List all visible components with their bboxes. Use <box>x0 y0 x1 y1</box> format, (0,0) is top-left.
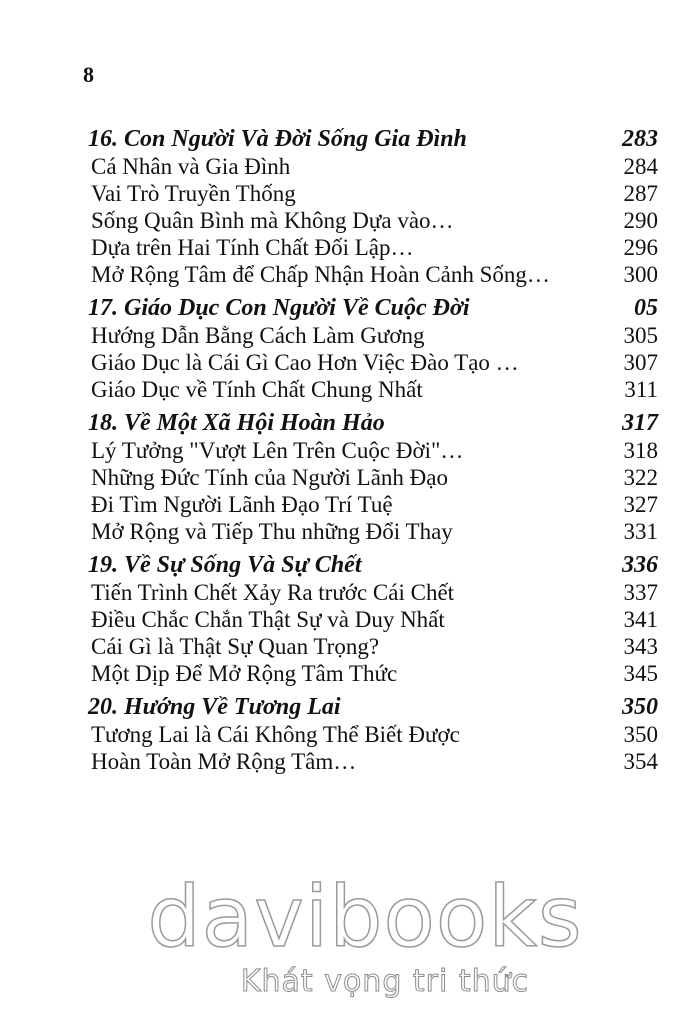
entry-title: Mở Rộng Tâm để Chấp Nhận Hoàn Cảnh Sống… <box>91 262 550 287</box>
entry-page: 290 <box>623 208 658 233</box>
watermark <box>0 868 700 1002</box>
entry-title: Dựa trên Hai Tính Chất Đối Lập… <box>91 235 414 260</box>
toc-entry <box>88 748 658 775</box>
toc-entry <box>88 322 658 349</box>
toc-entry <box>88 464 658 491</box>
toc-entry <box>88 153 658 180</box>
toc-entry <box>88 349 658 376</box>
toc-entry <box>88 261 658 288</box>
entry-page: 311 <box>624 377 658 402</box>
toc-entry <box>88 437 658 464</box>
chapter-page: 317 <box>622 410 658 436</box>
entry-title: Hoàn Toàn Mở Rộng Tâm… <box>91 749 357 774</box>
entry-page: 341 <box>623 607 658 632</box>
chapter-page: 350 <box>622 694 658 720</box>
page-number: 8 <box>83 62 94 87</box>
chapter-title: 18. Về Một Xã Hội Hoàn Hảo <box>88 410 385 436</box>
entry-title: Cá Nhân và Gia Đình <box>91 154 291 179</box>
entry-title: Hướng Dẫn Bằng Cách Làm Gương <box>91 323 425 348</box>
entry-page: 337 <box>623 580 658 605</box>
entry-page: 287 <box>623 181 658 206</box>
entry-title: Những Đức Tính của Người Lãnh Đạo <box>91 465 449 490</box>
chapter-title: 20. Hướng Về Tương Lai <box>88 694 341 720</box>
chapter-title: 19. Về Sự Sống Và Sự Chết <box>88 552 362 578</box>
entry-page: 318 <box>623 438 658 463</box>
entry-title: Giáo Dục là Cái Gì Cao Hơn Việc Đào Tạo … <box>91 350 519 375</box>
entry-page: 354 <box>623 749 658 774</box>
chapter-page: 283 <box>622 126 658 152</box>
entry-title: Lý Tưởng "Vượt Lên Trên Cuộc Đời"… <box>91 438 464 463</box>
toc-entry <box>88 491 658 518</box>
toc-entry <box>88 721 658 748</box>
chapter-heading <box>88 694 658 721</box>
entry-page: 350 <box>623 722 658 747</box>
table-of-contents <box>88 126 658 782</box>
entry-title: Tương Lai là Cái Không Thể Biết Được <box>91 722 460 747</box>
toc-section-16 <box>88 126 658 288</box>
toc-section-20 <box>88 694 658 775</box>
chapter-heading <box>88 126 658 153</box>
toc-section-19 <box>88 552 658 687</box>
entry-page: 284 <box>623 154 658 179</box>
toc-entry <box>88 376 658 403</box>
entry-title: Vai Trò Truyền Thống <box>91 181 296 206</box>
chapter-heading <box>88 410 658 437</box>
toc-entry <box>88 606 658 633</box>
toc-entry <box>88 234 658 261</box>
entry-title: Giáo Dục về Tính Chất Chung Nhất <box>91 377 423 402</box>
entry-title: Một Dịp Để Mở Rộng Tâm Thức <box>91 661 398 686</box>
chapter-title: 16. Con Người Và Đời Sống Gia Đình <box>88 126 467 152</box>
watermark-tagline: Khát vọng tri thức <box>240 964 530 999</box>
toc-entry <box>88 180 658 207</box>
entry-title: Tiến Trình Chết Xảy Ra trước Cái Chết <box>91 580 455 605</box>
entry-title: Cái Gì là Thật Sự Quan Trọng? <box>91 634 380 659</box>
chapter-title: 17. Giáo Dục Con Người Về Cuộc Đời <box>88 295 470 321</box>
entry-page: 331 <box>623 519 658 544</box>
entry-page: 296 <box>623 235 658 260</box>
watermark-brand: davibooks <box>147 868 583 966</box>
entry-page: 327 <box>623 492 658 517</box>
toc-entry <box>88 579 658 606</box>
chapter-page: 336 <box>622 552 658 578</box>
toc-section-18 <box>88 410 658 545</box>
entry-page: 307 <box>623 350 658 375</box>
entry-title: Mở Rộng và Tiếp Thu những Đổi Thay <box>91 519 453 544</box>
entry-page: 345 <box>623 661 658 686</box>
toc-entry <box>88 207 658 234</box>
entry-page: 300 <box>623 262 658 287</box>
entry-title: Điều Chắc Chắn Thật Sự và Duy Nhất <box>91 607 445 632</box>
chapter-heading <box>88 295 658 322</box>
toc-entry <box>88 633 658 660</box>
toc-section-17 <box>88 295 658 403</box>
chapter-page: 05 <box>634 295 658 321</box>
entry-title: Sống Quân Bình mà Không Dựa vào… <box>91 208 454 233</box>
chapter-heading <box>88 552 658 579</box>
entry-page: 343 <box>623 634 658 659</box>
entry-page: 322 <box>623 465 658 490</box>
entry-page: 305 <box>623 323 658 348</box>
toc-entry <box>88 660 658 687</box>
entry-title: Đi Tìm Người Lãnh Đạo Trí Tuệ <box>91 492 393 517</box>
toc-entry <box>88 518 658 545</box>
